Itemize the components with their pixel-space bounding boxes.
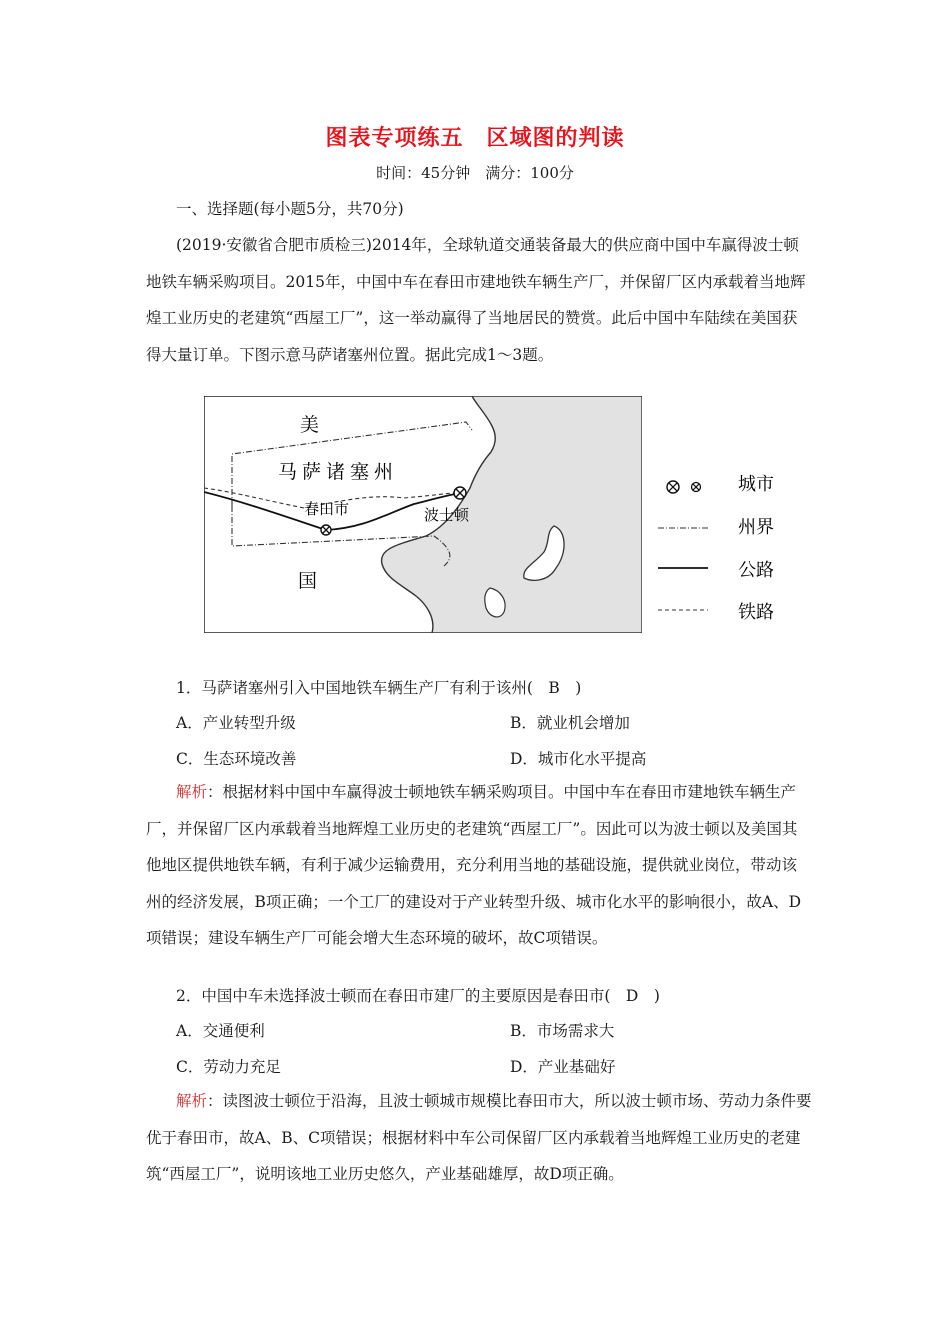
section-heading: 一、选择题(每小题5分，共70分) xyxy=(176,200,404,218)
q1-option-a: A．产业转型升级 xyxy=(176,714,296,732)
question-2-stem: 2．中国中车未选择波士顿而在春田市建厂的主要原因是春田市( D ) xyxy=(176,987,660,1005)
q2-analysis-label: 解析 xyxy=(176,1092,208,1110)
q1-analysis-text: ：根据材料中国中车赢得波士顿地铁车辆采购项目。中国中车在春田市建地铁车辆生产厂，并保留厂区内承载着当地辉煌工业历史的老建筑“西屋工厂”。因此可以为波士顿以及美国其他地区提供地铁车辆，有利于减少运输费用，充分利用当地的基础设施，提供就业岗位，带动该州的经济发展，B项正确；一个工厂的建设对于产业转型升级、城市化水平的影响很小，故A、D项错误；建设车辆生产厂可能会增大生态环境的破坏，故C项错误。 xyxy=(146,783,802,947)
question-1-stem: 1．马萨诸塞州引入中国地铁车辆生产厂有利于该州( B ) xyxy=(176,679,582,697)
map-state-label: 马萨诸塞州 xyxy=(278,461,399,483)
intro-paragraph: (2019·安徽省合肥市质检三)2014年，全球轨道交通装备最大的供应商中国中车赢得波士顿地铁车辆采购项目。2015年，中国中车在春田市建地铁车辆生产厂，并保留厂区内承载着当地辉煌工业历史的老建筑“西屋工厂”，这一举动赢得了当地居民的赞赏。此后中国中车陆续在美国获得大量订单。下图示意马萨诸塞州位置。据此完成1～3题。 xyxy=(146,236,806,364)
boston-city-marker xyxy=(454,487,466,499)
legend-city-label: 城市 xyxy=(738,474,774,495)
massachusetts-map xyxy=(204,396,642,633)
q2-option-d: D．产业基础好 xyxy=(510,1058,616,1076)
map-city-boston: 波士顿 xyxy=(424,506,470,524)
q1-analysis xyxy=(146,774,812,957)
q2-analysis xyxy=(146,1083,812,1193)
q2-option-b: B．市场需求大 xyxy=(510,1022,615,1040)
q1-option-b: B．就业机会增加 xyxy=(510,714,630,732)
q2-analysis-text: ：读图波士顿位于沿海，且波士顿城市规模比春田市大，所以波士顿市场、劳动力条件要优于春田市，故A、B、C项错误；根据材料中车公司保留厂区内承载着当地辉煌工业历史的老建筑“西屋工厂”，说明该地工业历史悠久，产业基础雄厚，故D项正确。 xyxy=(146,1092,812,1183)
map-legend xyxy=(650,460,800,630)
time-score-info: 时间：45分钟 满分：100分 xyxy=(376,164,574,182)
legend-highway-label: 公路 xyxy=(738,560,774,581)
map-city-springfield: 春田市 xyxy=(304,500,350,518)
q2-option-a: A．交通便利 xyxy=(176,1022,265,1040)
q2-option-c: C．劳动力充足 xyxy=(176,1058,281,1076)
q1-analysis-label: 解析 xyxy=(176,783,208,801)
map-label-us-bottom: 国 xyxy=(298,570,318,592)
legend-city-symbol xyxy=(667,481,701,493)
q1-option-d: D．城市化水平提高 xyxy=(510,750,647,768)
page-title: 图表专项练五 区域图的判读 xyxy=(325,126,625,151)
springfield-city-marker xyxy=(321,525,331,535)
map-label-us-top: 美 xyxy=(300,414,320,436)
legend-state-border-label: 州界 xyxy=(738,517,774,538)
q1-option-c: C．生态环境改善 xyxy=(176,750,297,768)
legend-railway-label: 铁路 xyxy=(738,602,774,623)
